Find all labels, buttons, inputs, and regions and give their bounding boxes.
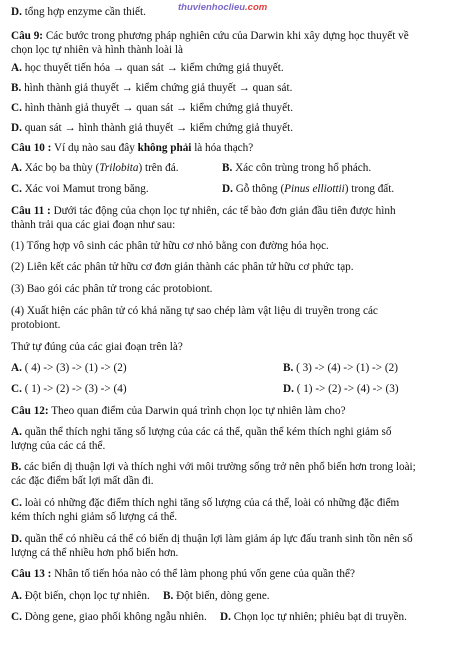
prev-answer-d: D. tổng hợp enzyme cần thiết. bbox=[11, 6, 146, 18]
q11-stem-line2: thành trải qua các giai đoạn như sau: bbox=[11, 219, 176, 231]
q11-option-d: D. ( 1) -> (2) -> (4) -> (3) bbox=[283, 383, 399, 395]
q12-option-c-line2: kém thích nghi giảm số lượng cá thể. bbox=[11, 511, 178, 523]
q10-option-c: C. Xác voi Mamut trong băng. bbox=[11, 183, 149, 195]
q9-option-d: D. quan sát → hình thành giả thuyết → kiểm chứng giả thuyết. bbox=[11, 122, 293, 134]
q9-stem-line2: chọn lọc tự nhiên và hình thành loài là bbox=[11, 44, 183, 56]
q11-label: Câu 11 : bbox=[11, 205, 51, 217]
q11-statement-2: (2) Liên kết các phân tử hữu cơ đơn giản thành các phân tử hữu cơ phức tạp. bbox=[11, 261, 354, 273]
q11-option-a: A. ( 4) -> (3) -> (1) -> (2) bbox=[11, 362, 127, 374]
q9-option-a: A. học thuyết tiến hóa → quan sát → kiểm chứng giả thuyết. bbox=[11, 62, 284, 74]
q13-option-c: C. Dòng gene, giao phối không ngẫu nhiên. bbox=[11, 611, 207, 623]
q11-option-b: B. ( 3) -> (4) -> (1) -> (2) bbox=[283, 362, 398, 374]
q11-statement-4-line2: protobiont. bbox=[11, 319, 61, 331]
q9-stem-line1: Câu 9: Các bước trong phương pháp nghiên cứu của Darwin khi xây dựng học thuyết về bbox=[11, 30, 409, 42]
q11-statement-1: (1) Tổng hợp vô sinh các phân tử hữu cơ nhỏ bằng con đường hóa học. bbox=[11, 240, 329, 252]
q12-option-a-line1: A. quần thể thích nghi tăng số lượng của các cá thể, quần thể kém thích nghi giảm số bbox=[11, 426, 392, 438]
q12-option-d-line2: lượng cá thể nhiều hơn phổ biến hơn. bbox=[11, 547, 179, 559]
q10-option-d: D. Gỗ thông (Pinus elliottii) trong đất. bbox=[222, 183, 395, 195]
q13-option-d: D. Chọn lọc tự nhiên; phiêu bạt di truyền. bbox=[220, 611, 407, 623]
q10-label: Câu 10 : bbox=[11, 142, 52, 154]
watermark-logo bbox=[178, 2, 267, 13]
q13-option-a: A. Đột biến, chọn lọc tự nhiên. bbox=[11, 590, 150, 602]
watermark-part2: .com bbox=[245, 2, 268, 13]
q13-option-b: B. Đột biến, dòng gene. bbox=[163, 590, 270, 602]
q13-stem: Câu 13 : Nhân tố tiến hóa nào có thể làm phong phú vốn gene của quần thể? bbox=[11, 568, 355, 580]
q10-stem: Câu 10 : Ví dụ nào sau đây không phải là hóa thạch? bbox=[11, 142, 254, 154]
q12-option-d-line1: D. quần thể có nhiều cá thể có biến dị thuận lợi làm giảm áp lực đấu tranh sinh tồn nên số bbox=[11, 533, 413, 545]
q9-option-b: B. hình thành giả thuyết → kiểm chứng giả thuyết → quan sát. bbox=[11, 82, 293, 94]
q10-option-b: B. Xác côn trùng trong hổ phách. bbox=[222, 162, 372, 174]
q11-stem-line1: Câu 11 : Dưới tác động của chọn lọc tự nhiên, các tế bào đơn giản đầu tiên được hình bbox=[11, 205, 396, 217]
q12-option-a-line2: lượng của các cá thể. bbox=[11, 440, 106, 452]
q12-option-c-line1: C. loài có những đặc điểm thích nghi tăng số lượng của cá thể, loài có những đặc điểm bbox=[11, 497, 400, 509]
watermark-part1: thuvienhoclieu bbox=[178, 2, 246, 13]
q11-option-c: C. ( 1) -> (2) -> (3) -> (4) bbox=[11, 383, 127, 395]
q11-statement-4-line1: (4) Xuất hiện các phân tử có khả năng tự sao chép làm vật liệu di truyền trong các bbox=[11, 305, 378, 317]
q12-label: Câu 12: bbox=[11, 405, 49, 417]
q12-stem: Câu 12: Theo quan điểm của Darwin quá trình chọn lọc tự nhiên làm cho? bbox=[11, 405, 346, 417]
q9-label: Câu 9: bbox=[11, 30, 44, 42]
q12-option-b-line1: B. các biến dị thuận lợi và thích nghi với môi trường sống trở nên phổ biến hơn trong loài; bbox=[11, 461, 416, 473]
q12-option-b-line2: các đặc điểm bất lợi mất dần đi. bbox=[11, 475, 154, 487]
q13-label: Câu 13 : bbox=[11, 568, 52, 580]
q11-ask: Thứ tự đúng của các giai đoạn trên là? bbox=[11, 341, 183, 353]
q11-statement-3: (3) Bao gói các phân tử trong các protobiont. bbox=[11, 283, 213, 295]
q10-option-a: A. Xác bọ ba thùy (Trilobita) trên đá. bbox=[11, 162, 179, 174]
q9-option-c: C. hình thành giả thuyết → quan sát → kiểm chứng giả thuyết. bbox=[11, 102, 293, 114]
